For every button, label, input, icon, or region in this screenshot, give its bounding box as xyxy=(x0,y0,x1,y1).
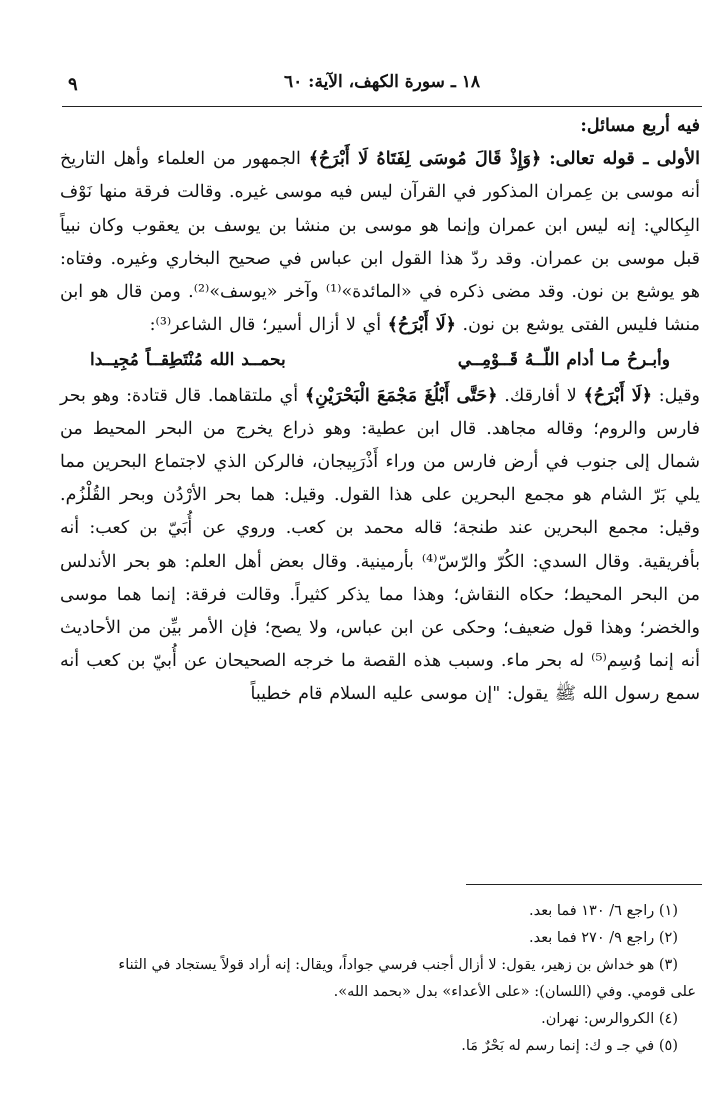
paragraph-text: أي ملتقاهما. قال قتادة: وهو بحر فارس والروم؛ وقاله مجاهد. قال ابن عطية: وهو ذراع يخرج من البحر المحيط من شمال إلى جنوب في أرض فارس من وراء أَذْرَبِيجان، فالركن الذي لاجتماع البحرين مما يلي بَرّ الشام هو مجمع البحرين على هذا القول. وقيل: هما بحر الأرْدُن وبحر القُلْزُم. وقيل: مجمع البحرين عند طنجة؛ قاله محمد بن كعب. وروي عن أُبَيّ بن كعب: أنه بأفريقية. وقال السدي: الكُرّ والرّسّ⁽⁴⁾ بأرمينية. وقال بعض أهل العلم: هو بحر الأندلس من البحر المحيط؛ حكاه النقاش؛ وهذا مما يذكر كثيراً. وقالت فرقة: إنما هما موسى والخضر؛ وهذا قول ضعيف؛ وحكى عن ابن عباس، ولا يصح؛ فإن الأمر بيِّن من الأحاديث أنه إنما وُسِم⁽⁵⁾ له بحر ماء. وسبب هذه القصة ما خرجه الصحيحان عن أُبيّ بن كعب أنه سمع رسول الله ﷺ يقول: "إن موسى عليه السلام قام خطيباً xyxy=(60,385,700,705)
body-text xyxy=(60,110,700,712)
paragraph-text: أي لا أزال أسير؛ قال الشاعر⁽³⁾: xyxy=(149,315,382,336)
footnote-text: الكروالرس: نهران. xyxy=(541,1011,655,1027)
footnote-marker: (٢) xyxy=(658,930,678,946)
footnote xyxy=(60,925,700,952)
quran-quote: ﴿وَإِذْ قَالَ مُوسَى لِفَتَاهُ لَا أَبْرَحُ﴾ xyxy=(308,149,542,170)
header-rule xyxy=(62,106,702,107)
running-title: ١٨ ـ سورة الكهف، الآية: ٦٠ xyxy=(284,72,480,92)
footnote xyxy=(60,898,700,925)
page-number: ٩ xyxy=(68,74,78,95)
paragraph-text: لا أفارقك. xyxy=(504,385,577,406)
section-intro: فيه أربع مسائل: xyxy=(580,116,700,136)
footnote xyxy=(60,952,700,979)
footnote-text: راجع ٦/ ١٣٠ فما بعد. xyxy=(529,903,655,919)
footnotes xyxy=(60,898,700,1060)
issue-lead: الأولى ـ قوله تعالى: xyxy=(549,149,700,170)
running-head xyxy=(62,72,702,102)
paragraph-text: وقيل: xyxy=(658,385,701,406)
verse-first-hemistich: وأبـرحُ مـا أدام اللّــهُ قَــوْمِــي xyxy=(457,350,670,371)
paragraph-second xyxy=(60,380,700,712)
footnote xyxy=(60,1006,700,1033)
footnote xyxy=(60,1033,700,1060)
paragraph-text: الجمهور من العلماء وأهل التاريخ أنه موسى بن عِمران المذكور في القرآن ليس فيه موسى غيره. وقالت فرقة منها نَوْف البِكالي: إنه ليس ابن عمران وإنما هو موسى بن منشا بن يوسف بن يعقوب وكان نبياً قبل موسى بن عمران. وقد ردّ هذا القول ابن عباس في صحيح البخاري وغيره. وفتاه: هو يوشع بن نون. وقد مضى ذكره في «المائدة»⁽¹⁾ وآخر «يوسف»⁽²⁾. ومن قال هو ابن منشا فليس الفتى يوشع بن نون. xyxy=(60,149,700,336)
footnote-marker: (١) xyxy=(658,903,678,919)
footnote-text: هو خداش بن زهير، يقول: لا أزال أجنب فرسي جواداً، ويقال: إنه أراد قولاً يستجاد في الثناء xyxy=(118,957,655,973)
poetry-verse xyxy=(60,342,700,379)
footnote-text: راجع ٩/ ٢٧٠ فما بعد. xyxy=(529,930,655,946)
footnote-text: في جـ و ك: إنما رسم له بَحْرٌ مَا. xyxy=(461,1038,655,1054)
paragraph-first-issue xyxy=(60,143,700,342)
footnote-continuation xyxy=(60,979,700,1006)
quran-quote: ﴿لَا أَبْرَحُ﴾ xyxy=(583,385,652,406)
footnotes-rule xyxy=(466,884,702,885)
quran-quote: ﴿حَتَّى أَبْلُغَ مَجْمَعَ الْبَحْرَيْنِ﴾ xyxy=(304,385,498,406)
footnote-marker: (٥) xyxy=(658,1038,678,1054)
quran-quote: ﴿لَا أَبْرَحُ﴾ xyxy=(387,315,456,336)
footnote-marker: (٣) xyxy=(658,957,678,973)
verse-second-hemistich: بحمــد الله مُنْتَطِقــاً مُجِيــدا xyxy=(90,350,286,371)
footnote-marker: (٤) xyxy=(658,1011,678,1027)
footnote-text: على قومي. وفي (اللسان): «على الأعداء» بدل «بحمد الله». xyxy=(333,984,696,1000)
